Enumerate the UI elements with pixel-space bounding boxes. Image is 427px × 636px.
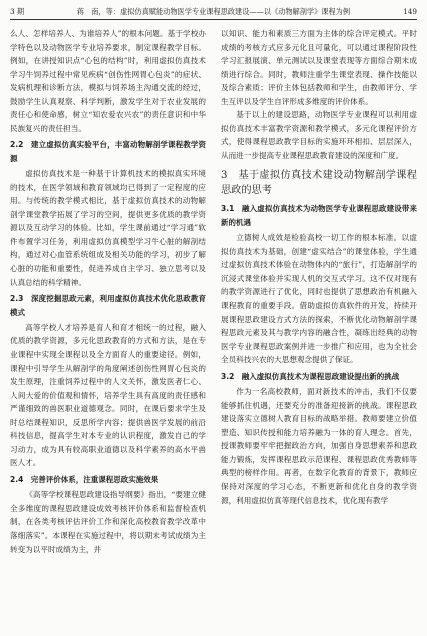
running-header: [10, 6, 417, 18]
paragraph: 高等学校人才培养是育人和育才相统一的过程，融入优质的教学资源，多元化思政教育的方式和方法，是在专业课程中实现全课程以及全方面育人的重要途径。例如，课程中引导学生从解剖学的角度阐述创伤性网胃心包炎的发生原理，注重饲养过程中的人文关怀，激发医者仁心、人间大爱的价值观和情怀，培养学生具有高度的责任感和严谨细致的兽医职业道德观念。同时，在课后要求学生及时总结课程知识，反思所学内容；提供兽医学发展的前沿科技信息，提高学生对本专业的认识程度，激发自己的学习动力，成为具有较高职业道德以及科学素养的高水平兽医人才。: [10, 322, 206, 468]
section-heading-3-1: 3.1 融入虚拟仿真技术为动物医学专业课程思政建设带来新的机遇: [221, 204, 417, 227]
paragraph: 作为一名高校教师，面对新技术的冲击，我们不仅要能够抓住机遇，还要充分的准备迎接新的挑战。课程思政建设落实立德树人教育目标的战略举措。教师要建立价值塑造、知识传授和能力培养融为一体的育人理念。首先，授课教师要牢牢把握政治方向，加强自身思想素养和思政能力锻炼，发挥课程思政示范课程、课程思政优秀教师等典型的榜样作用。再者，在数字化教育的背景下，教师应保持对深度的学习心态，不断更新和优化自身的教学资源，利用虚拟仿真等现代信息技术，优化现有教学: [221, 387, 417, 505]
left-column: [10, 27, 206, 556]
paragraph: 立德树人成效是检验高校一切工作的根本标准。以虚拟仿真技术为基础，创建“虚实结合”的课堂体验，学生通过虚拟仿真技术体验在动物体内的“旅行”，打造解剖学的沉浸式课堂体验并实现人机的交互式学习。这不仅对现有的教学资源进行了优化，同时也提供了思想政治有机融入课程教育的重要手段。借助虚拟仿真软件的开发，持续开展课程思政建设方式方法的探索，不断优化动物解剖学课程思政元素及其与教学内容的融合性，凝练出经典的动物医学专业课程思政案例并进一步推广和应用，也为全社会全员科技兴农的大思想观念提供了保证。: [221, 233, 417, 365]
page-number: 149: [403, 7, 417, 16]
section-heading-3: 3 基于虚拟仿真技术建设动物解剖学课程思政的思考: [221, 170, 417, 197]
section-heading-2-2: 2.2 建立虚拟仿真实验平台，丰富动物解剖学课程教学资源: [10, 140, 206, 163]
paragraph: 《高等学校课程思政建设指导纲要》指出，“要建立健全多维度的课程思政建设成效考核评价体系和监督检查机制，在各类考核评估评价工作和深化高校教育教学改革中落细落实”。本课程在实施过程中，将以期末考试成绩为主转变为以平时成绩为主，并: [10, 490, 206, 554]
section-heading-2-3: 2.3 深度挖掘思政元素，利用虚拟仿真技术优化思政教育模式: [10, 294, 206, 317]
paragraph: 么人、怎样培养人、为谁培养人”的根本问题。基于学校办学特色以及动物医学专业培养要求，制定课程教学目标。例如，在讲授知识点“心包的结构”时，利用虚拟仿真技术学习牛饲养过程中常见疾病“创伤性网胃心包炎”的症状、发病机理和诊断方法，模拟与饲养场主沟通交流的经过，鼓励学生认真观察、科学判断，激发学生对于农业发展的责任心和使命感，树立“知农爱农兴农”的责任意识和中华民族复兴的责任担当。: [10, 29, 206, 133]
paragraph: 基于以上的建设思路，动物医学专业课程可以利用虚拟仿真技术丰富教学资源和教学模式，多元化课程评价方式，使得课程思政教学目标的实施环环相扣、层层深入，从而进一步提高专业课程思政教育建设的深度和广度。: [221, 110, 417, 160]
section-heading-3-2: 3.2 融入虚拟仿真技术为课程思政建设提出新的挑战: [221, 371, 400, 381]
issue-number: 3 期: [10, 7, 25, 16]
paragraph: 以知识、能力和素质三方面为主体的综合评定模式。平时成绩的考核方式应多元化且可量化，可以通过课程阶段性学习汇报展演、单元测试以及课堂表现等方面综合期末成绩进行综合。同时，教师注重学生课堂表现、操作技能以及综合素质；评价主体包括教师和学生，由教师评分、学生互评以及学生自评形成多维度的评价体系。: [221, 29, 417, 106]
header-rule: [10, 19, 417, 20]
right-column: [221, 27, 417, 507]
section-heading-2-4: 2.4 完善评价体系，注重课程思政实施效果: [10, 474, 159, 484]
paragraph: 虚拟仿真技术是一种基于计算机技术的模拟真实环境的技术，在医学领域和教育领域均已得到了一定程度的应用。与传统的教学模式相比，基于虚拟仿真技术的动物解剖学课堂教学拓展了学习的空间，提供更多优质的教学资源以及互动学习的体验。比如，学生课前通过“学习通”软件布置学习任务，利用虚拟仿真模型学习牛心脏的解剖结构，通过对心血管系统组成及相关功能的学习，初步了解心脏的功能和重要性，促进养成自主学习、独立思考以及认真总结的科学精神。: [10, 169, 206, 287]
running-title: 蒋 南，等：虚拟仿真赋能动物医学专业课程思政建设——以《动物解剖学》课程为例: [76, 7, 351, 16]
